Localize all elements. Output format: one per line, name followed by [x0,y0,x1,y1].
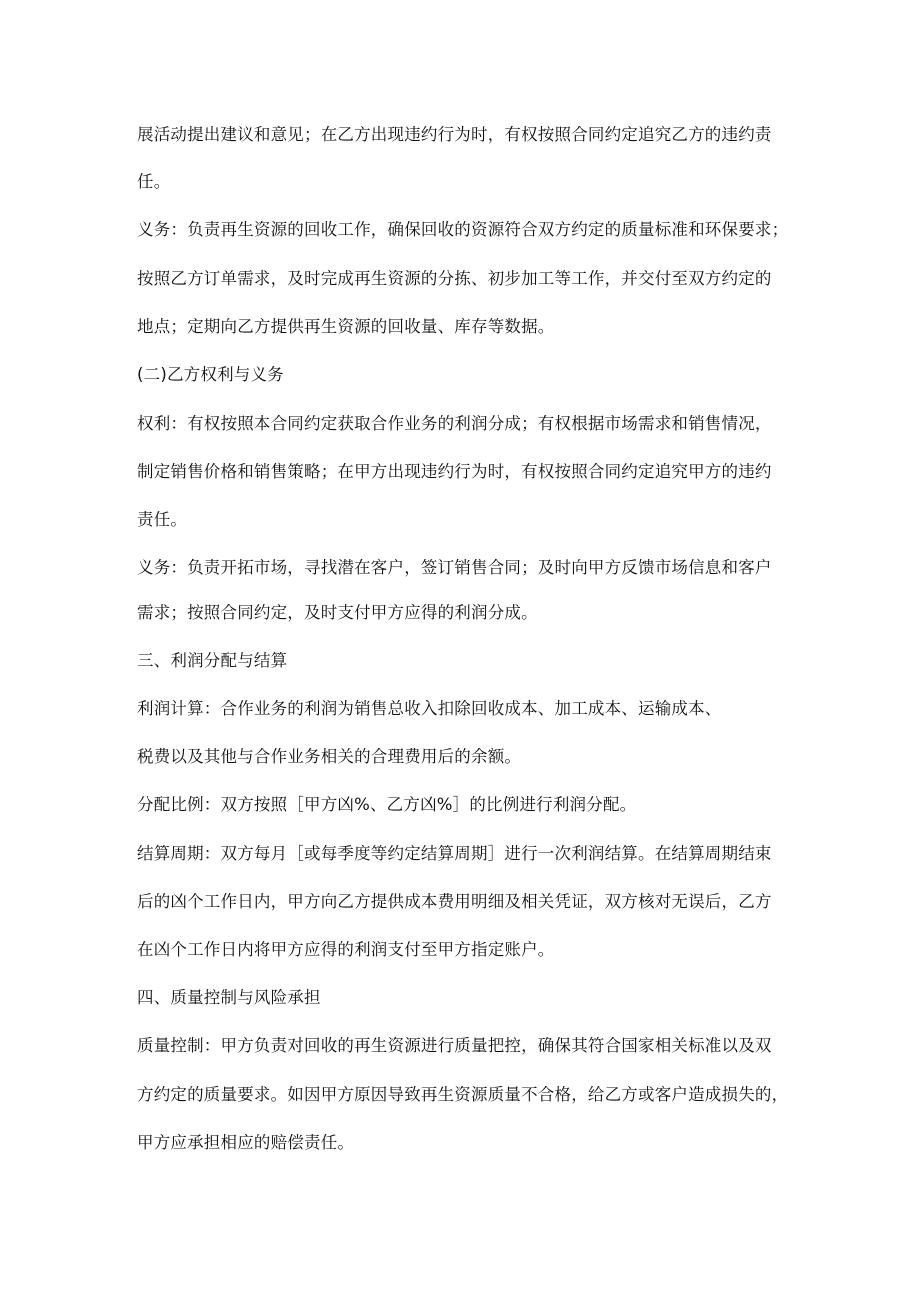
text-line: 展活动提出建议和意见；在乙方出现违约行为时，有权按照合同约定追究乙方的违约责 [137,125,772,144]
text-line: 地点；定期向乙方提供再生资源的回收量、库存等数据。 [137,317,555,336]
text-line: 任。 [137,172,171,191]
text-line: 利润计算：合作业务的利润为销售总收入扣除回收成本、加工成本、运输成本、 [137,699,722,718]
section-heading: (二)乙方权利与义务 [137,365,284,384]
text-line: 按照乙方订单需求，及时完成再生资源的分拣、初步加工等工作，并交付至双方约定的 [137,269,772,288]
text-line: 后的凶个工作日内，甲方向乙方提供成本费用明细及相关凭证，双方核对无误后，乙方 [137,892,772,911]
text-line: 权利：有权按照本合同约定获取合作业务的利润分成；有权根据市场需求和销售情况， [137,414,772,433]
text-line: 制定销售价格和销售策略；在甲方出现违约行为时，有权按照合同约定追究甲方的违约 [137,462,772,481]
text-line: 质量控制：甲方负责对回收的再生资源进行质量把控，确保其符合国家相关标准以及双 [137,1036,772,1055]
section-heading: 四、质量控制与风险承担 [137,988,321,1007]
text-line: 结算周期：双方每月［或每季度等约定结算周期］进行一次利润结算。在结算周期结束 [137,844,772,863]
text-line: 税费以及其他与合作业务相关的合理费用后的余额。 [137,747,522,766]
text-line: 甲方应承担相应的赔偿责任。 [137,1133,355,1152]
text-line: 方约定的质量要求。如因甲方原因导致再生资源质量不合格，给乙方或客户造成损失的， [137,1085,789,1104]
text-line: 义务：负责再生资源的回收工作，确保回收的资源符合双方约定的质量标准和环保要求； [137,220,789,239]
text-line: 分配比例：双方按照［甲方凶%、乙方凶%］的比例进行利润分配。 [137,795,637,814]
text-line: 在凶个工作日内将甲方应得的利润支付至甲方指定账户。 [137,940,555,959]
text-line: 责任。 [137,510,188,529]
text-line: 需求；按照合同约定，及时支付甲方应得的利润分成。 [137,603,538,622]
text-line: 义务：负责开拓市场，寻找潜在客户，签订销售合同；及时向甲方反馈市场信息和客户 [137,558,772,577]
section-heading: 三、利润分配与结算 [137,651,288,670]
